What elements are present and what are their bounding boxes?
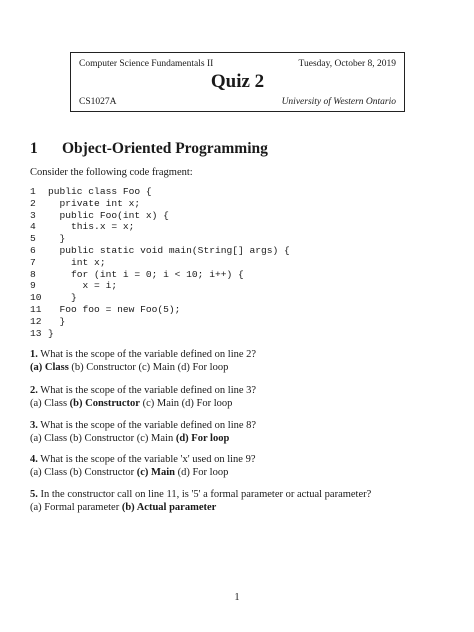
answer-option: (b) Constructor xyxy=(69,467,135,478)
quiz-header xyxy=(70,52,405,112)
question-text: 3. What is the scope of the variable defined on line 8? xyxy=(30,420,257,431)
code-line xyxy=(30,316,290,328)
answer-options xyxy=(30,432,256,445)
answer-option-correct: (b) Actual parameter xyxy=(121,502,217,513)
code-line xyxy=(30,210,290,222)
question-text: 1. What is the scope of the variable defined on line 2? xyxy=(30,349,257,360)
code-line xyxy=(30,257,290,269)
code-text: } xyxy=(48,315,66,327)
code-text: } xyxy=(48,292,77,304)
section-number: 1 xyxy=(30,140,38,157)
code-text: x = i; xyxy=(48,280,118,292)
line-number: 2 xyxy=(30,197,36,209)
code-line xyxy=(30,328,290,340)
question-text: 4. What is the scope of the variable 'x' used on line 9? xyxy=(30,454,256,465)
line-number: 11 xyxy=(30,303,42,315)
page-number: 1 xyxy=(234,592,240,603)
question xyxy=(30,348,256,374)
question-number: 1. xyxy=(30,349,38,360)
quiz-title: Quiz 2 xyxy=(210,71,265,92)
code-line xyxy=(30,221,290,233)
course-code: CS1027A xyxy=(79,97,117,107)
code-block xyxy=(30,186,290,339)
answer-option: (a) Class xyxy=(30,467,68,478)
code-text: public static void main(String[] args) { xyxy=(48,244,290,256)
question-number: 5. xyxy=(30,489,38,500)
answer-option: (d) For loop xyxy=(177,362,229,373)
code-text: Foo foo = new Foo(5); xyxy=(48,303,181,315)
code-line xyxy=(30,245,290,257)
line-number: 3 xyxy=(30,209,36,221)
question-number: 3. xyxy=(30,420,38,431)
question xyxy=(30,453,255,479)
code-text: int x; xyxy=(48,256,106,268)
university-name: University of Western Ontario xyxy=(281,97,396,107)
answer-options xyxy=(30,501,371,514)
answer-options xyxy=(30,397,256,410)
line-number: 7 xyxy=(30,256,36,268)
code-line xyxy=(30,198,290,210)
answer-option-correct: (b) Constructor xyxy=(69,398,140,409)
answer-option: (a) Class xyxy=(30,398,68,409)
section-title: Object-Oriented Programming xyxy=(62,140,268,157)
code-line xyxy=(30,233,290,245)
line-number: 10 xyxy=(30,292,42,304)
question xyxy=(30,488,371,514)
code-text: } xyxy=(48,233,66,245)
answer-option: (c) Main xyxy=(138,362,175,373)
code-line xyxy=(30,269,290,281)
answer-option: (b) Constructor xyxy=(71,362,136,373)
line-number: 5 xyxy=(30,233,36,245)
line-number: 1 xyxy=(30,186,36,197)
answer-option: (a) Class xyxy=(30,433,68,444)
answer-option-correct: (a) Class xyxy=(30,362,69,373)
code-text: public Foo(int x) { xyxy=(48,209,169,221)
quiz-date: Tuesday, October 8, 2019 xyxy=(298,59,396,69)
answer-options xyxy=(30,361,256,374)
answer-option: (c) Main xyxy=(142,398,180,409)
question-text: 5. In the constructor call on line 11, is '5' a formal parameter or actual parameter? xyxy=(30,489,372,500)
line-number: 4 xyxy=(30,221,36,233)
code-line xyxy=(30,186,290,198)
answer-option-correct: (c) Main xyxy=(136,467,175,478)
answer-option: (d) For loop xyxy=(181,398,233,409)
answer-option: (d) For loop xyxy=(177,467,229,478)
section-heading xyxy=(30,140,268,158)
line-number: 13 xyxy=(30,327,42,339)
question-text: 2. What is the scope of the variable defined on line 3? xyxy=(30,385,257,396)
code-text: this.x = x; xyxy=(48,221,135,233)
line-number: 8 xyxy=(30,268,36,280)
line-number: 12 xyxy=(30,315,42,327)
answer-options xyxy=(30,466,255,479)
answer-option: (b) Constructor xyxy=(69,433,135,444)
question xyxy=(30,419,256,445)
answer-option-correct: (d) For loop xyxy=(175,433,230,444)
course-name: Computer Science Fundamentals II xyxy=(79,59,214,69)
question-number: 4. xyxy=(30,454,38,465)
code-line xyxy=(30,304,290,316)
code-text: for (int i = 0; i < 10; i++) { xyxy=(48,268,244,280)
code-text: } xyxy=(48,327,54,339)
answer-option: (c) Main xyxy=(136,433,174,444)
code-line xyxy=(30,292,290,304)
line-number: 9 xyxy=(30,280,36,292)
line-number: 6 xyxy=(30,244,36,256)
question-number: 2. xyxy=(30,385,38,396)
intro-text: Consider the following code fragment: xyxy=(30,167,193,178)
code-text: public class Foo { xyxy=(48,186,152,197)
question xyxy=(30,384,256,410)
code-text: private int x; xyxy=(48,197,141,209)
code-line xyxy=(30,280,290,292)
answer-option: (a) Formal parameter xyxy=(30,502,120,513)
